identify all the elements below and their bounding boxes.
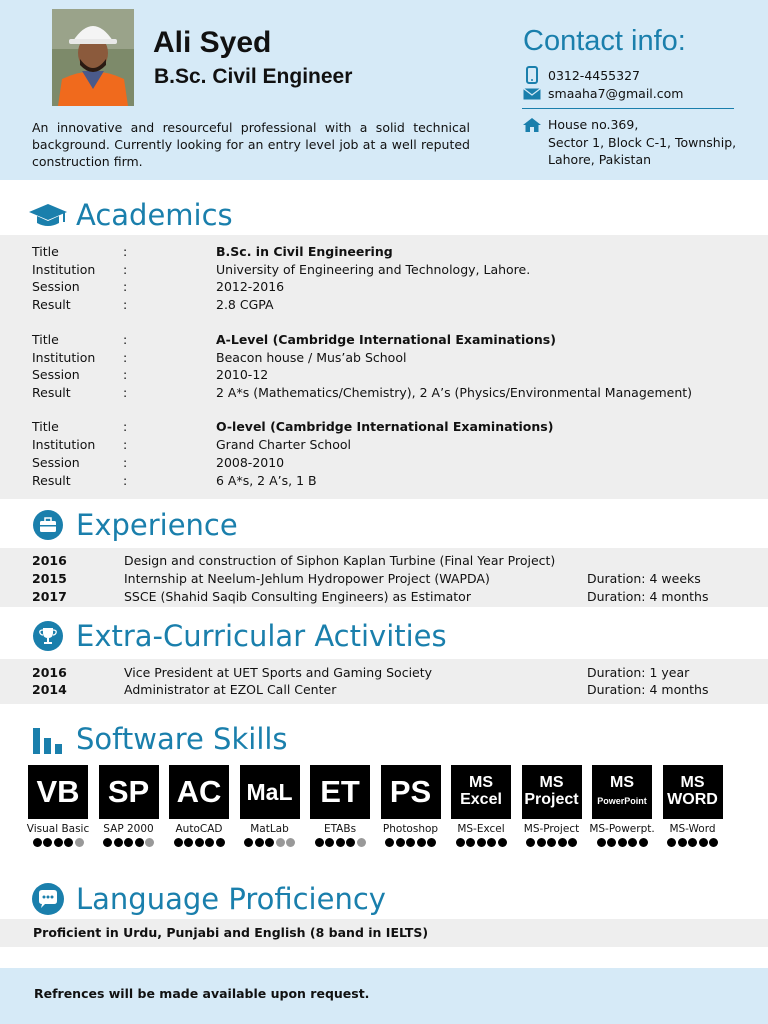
skill-rating — [174, 838, 225, 847]
rating-dot-filled — [54, 838, 63, 847]
skill-badge — [522, 765, 582, 819]
field-label: Title — [32, 419, 59, 434]
profile-summary: An innovative and resourceful professional with a solid technical background. Currently looking for an entry level job at a well reputed construction firm. — [32, 120, 470, 169]
skill-rating — [244, 838, 295, 847]
rating-dot-filled — [667, 838, 676, 847]
skill-rating — [103, 838, 154, 847]
field-value: University of Engineering and Technology, Lahore. — [216, 262, 531, 277]
rating-dot-filled — [597, 838, 606, 847]
rating-dot-empty — [75, 838, 84, 847]
speech-bubble-icon — [28, 883, 68, 915]
skill-name: MS-Word — [669, 823, 716, 835]
rating-dot-filled — [135, 838, 144, 847]
home-icon — [522, 117, 542, 136]
experience-duration: Duration: 4 months — [587, 589, 709, 604]
rating-dot-filled — [477, 838, 486, 847]
field-label: Result — [32, 473, 71, 488]
skill-item — [28, 765, 88, 847]
rating-dot-filled — [537, 838, 546, 847]
skill-badge-subtext: WORD — [667, 791, 718, 808]
phone-icon — [522, 66, 542, 84]
field-colon: : — [123, 262, 128, 277]
field-label: Title — [32, 244, 59, 259]
field-value: 2008-2010 — [216, 455, 285, 470]
skill-name: Photoshop — [382, 823, 439, 835]
phone-row — [522, 66, 640, 84]
rating-dot-filled — [64, 838, 73, 847]
skill-badge — [451, 765, 511, 819]
skill-badge — [28, 765, 88, 819]
section-title: Software Skills — [76, 722, 288, 756]
skill-badge — [169, 765, 229, 819]
activity-desc: Administrator at EZOL Call Center — [124, 682, 337, 697]
section-title: Extra-Curricular Activities — [76, 619, 447, 653]
skill-badge-subtext: PowerPoint — [597, 796, 647, 806]
skill-badge-subtext: Project — [524, 791, 579, 808]
rating-dot-filled — [244, 838, 253, 847]
rating-dot-empty — [286, 838, 295, 847]
rating-dot-filled — [174, 838, 183, 847]
profile-photo — [52, 9, 134, 106]
skill-name: MS-Powerpt. — [589, 823, 655, 835]
skill-rating — [385, 838, 436, 847]
experience-duration: Duration: 4 weeks — [587, 571, 701, 586]
field-value: A-Level (Cambridge International Examinations) — [216, 332, 556, 347]
field-label: Institution — [32, 350, 96, 365]
experience-year: 2016 — [32, 553, 67, 568]
rating-dot-filled — [678, 838, 687, 847]
skill-item — [663, 765, 723, 847]
rating-dot-filled — [628, 838, 637, 847]
field-colon: : — [123, 332, 128, 347]
skill-badge-subtext: Excel — [460, 791, 502, 808]
skill-badge-text: MS — [539, 774, 564, 792]
skill-name: MatLab — [250, 823, 289, 835]
skill-badge-text: MS — [469, 774, 493, 792]
language-text: Proficient in Urdu, Punjabi and English (8 band in IELTS) — [33, 925, 429, 940]
rating-dot-filled — [466, 838, 475, 847]
rating-dot-filled — [709, 838, 718, 847]
address-line: Lahore, Pakistan — [548, 152, 652, 167]
skill-item — [381, 765, 441, 847]
language-heading — [28, 882, 386, 916]
field-label: Result — [32, 297, 71, 312]
rating-dot-filled — [526, 838, 535, 847]
skill-name: MS-Excel — [457, 823, 505, 835]
rating-dot-filled — [568, 838, 577, 847]
skill-badge — [663, 765, 723, 819]
trophy-icon — [28, 620, 68, 652]
rating-dot-empty — [145, 838, 154, 847]
contact-divider — [522, 108, 734, 109]
candidate-degree: B.Sc. Civil Engineer — [154, 65, 353, 88]
experience-desc: Design and construction of Siphon Kaplan Turbine (Final Year Project) — [124, 553, 556, 568]
skill-badge-text: MS — [680, 774, 705, 792]
activity-year: 2014 — [32, 682, 67, 697]
contact-title: Contact info: — [523, 25, 686, 57]
field-colon: : — [123, 473, 128, 488]
skill-badge — [592, 765, 652, 819]
rating-dot-empty — [357, 838, 366, 847]
rating-dot-filled — [216, 838, 225, 847]
field-value: Beacon house / Mus’ab School — [216, 350, 407, 365]
field-label: Result — [32, 385, 71, 400]
rating-dot-empty — [276, 838, 285, 847]
activity-desc: Vice President at UET Sports and Gaming Society — [124, 665, 433, 680]
skill-badge — [381, 765, 441, 819]
skill-name: AutoCAD — [175, 823, 223, 835]
field-label: Institution — [32, 437, 96, 452]
bar-chart-icon — [28, 723, 68, 755]
skill-rating — [315, 838, 366, 847]
field-value: 6 A*s, 2 A’s, 1 B — [216, 473, 317, 488]
activity-duration: Duration: 4 months — [587, 682, 709, 697]
experience-desc: Internship at Neelum-Jehlum Hydropower Project (WAPDA) — [124, 571, 490, 586]
field-colon: : — [123, 350, 128, 365]
field-value: 2.8 CGPA — [216, 297, 274, 312]
address-line: Sector 1, Block C-1, Township, — [548, 134, 737, 150]
resume-header — [0, 0, 768, 180]
activity-duration: Duration: 1 year — [587, 665, 690, 680]
rating-dot-filled — [558, 838, 567, 847]
skill-item — [99, 765, 159, 847]
rating-dot-filled — [184, 838, 193, 847]
rating-dot-filled — [417, 838, 426, 847]
rating-dot-filled — [639, 838, 648, 847]
address — [548, 116, 736, 169]
rating-dot-filled — [336, 838, 345, 847]
field-label: Session — [32, 455, 80, 470]
software-skill-list — [28, 765, 733, 847]
rating-dot-filled — [124, 838, 133, 847]
skill-item — [451, 765, 511, 847]
skill-badge-text: MaL — [246, 778, 293, 805]
rating-dot-filled — [325, 838, 334, 847]
field-value: 2012-2016 — [216, 279, 285, 294]
experience-year: 2017 — [32, 589, 67, 604]
field-label: Session — [32, 367, 80, 382]
skill-badge-text: MS — [609, 774, 634, 792]
academics-heading — [28, 198, 233, 232]
rating-dot-filled — [498, 838, 507, 847]
skill-item — [169, 765, 229, 847]
field-value: O-level (Cambridge International Examinations) — [216, 419, 554, 434]
rating-dot-filled — [396, 838, 405, 847]
email-icon — [522, 88, 542, 100]
skill-item — [522, 765, 582, 847]
field-value: 2 A*s (Mathematics/Chemistry), 2 A’s (Physics/Environmental Management) — [216, 385, 693, 400]
rating-dot-filled — [114, 838, 123, 847]
field-value: Grand Charter School — [216, 437, 351, 452]
rating-dot-filled — [315, 838, 324, 847]
activity-year: 2016 — [32, 665, 67, 680]
field-colon: : — [123, 279, 128, 294]
skill-badge — [99, 765, 159, 819]
field-colon: : — [123, 367, 128, 382]
rating-dot-filled — [346, 838, 355, 847]
rating-dot-filled — [255, 838, 264, 847]
rating-dot-filled — [607, 838, 616, 847]
field-label: Institution — [32, 262, 96, 277]
experience-heading — [28, 508, 238, 542]
field-label: Session — [32, 279, 80, 294]
footer-note: Refrences will be made available upon request. — [34, 986, 370, 1001]
skill-name: SAP 2000 — [103, 823, 154, 835]
skill-name: Visual Basic — [26, 823, 90, 835]
rating-dot-filled — [618, 838, 627, 847]
rating-dot-filled — [487, 838, 496, 847]
email-row — [522, 86, 683, 101]
skill-rating — [667, 838, 718, 847]
experience-desc: SSCE (Shahid Saqib Consulting Engineers) as Estimator — [124, 589, 471, 604]
section-title: Experience — [76, 508, 238, 542]
section-title: Academics — [76, 198, 233, 232]
extra-curricular-heading — [28, 619, 447, 653]
experience-year: 2015 — [32, 571, 67, 586]
rating-dot-filled — [205, 838, 214, 847]
section-title: Language Proficiency — [76, 882, 386, 916]
graduation-cap-icon — [28, 199, 68, 231]
skill-badge-text: SP — [107, 773, 150, 809]
skill-badge-text: ET — [320, 773, 360, 809]
skill-badge — [310, 765, 370, 819]
rating-dot-filled — [43, 838, 52, 847]
skill-rating — [526, 838, 577, 847]
email-address[interactable]: smaaha7@gmail.com — [548, 86, 684, 101]
rating-dot-filled — [385, 838, 394, 847]
rating-dot-filled — [265, 838, 274, 847]
field-colon: : — [123, 297, 128, 312]
field-label: Title — [32, 332, 59, 347]
field-value: B.Sc. in Civil Engineering — [216, 244, 393, 259]
rating-dot-filled — [427, 838, 436, 847]
skill-item — [310, 765, 370, 847]
rating-dot-filled — [195, 838, 204, 847]
field-value: 2010-12 — [216, 367, 269, 382]
skill-badge-text: AC — [176, 773, 222, 809]
briefcase-icon — [28, 509, 68, 541]
rating-dot-filled — [456, 838, 465, 847]
candidate-name: Ali Syed — [153, 26, 272, 59]
rating-dot-filled — [547, 838, 556, 847]
field-colon: : — [123, 455, 128, 470]
rating-dot-filled — [688, 838, 697, 847]
field-colon: : — [123, 244, 128, 259]
field-colon: : — [123, 385, 128, 400]
skill-name: MS-Project — [523, 823, 580, 835]
skill-item — [240, 765, 300, 847]
address-line: House no.369, — [548, 117, 639, 132]
skill-rating — [597, 838, 648, 847]
rating-dot-filled — [406, 838, 415, 847]
field-colon: : — [123, 437, 128, 452]
skill-badge-text: PS — [389, 773, 432, 809]
skill-item — [589, 765, 655, 847]
field-colon: : — [123, 419, 128, 434]
skill-badge-text: VB — [36, 773, 80, 809]
rating-dot-filled — [699, 838, 708, 847]
rating-dot-filled — [103, 838, 112, 847]
skill-name: ETABs — [323, 823, 357, 835]
skill-badge — [240, 765, 300, 819]
software-skills-heading — [28, 722, 288, 756]
skill-rating — [33, 838, 84, 847]
phone-number[interactable]: 0312-4455327 — [548, 67, 640, 83]
skill-rating — [456, 838, 507, 847]
rating-dot-filled — [33, 838, 42, 847]
